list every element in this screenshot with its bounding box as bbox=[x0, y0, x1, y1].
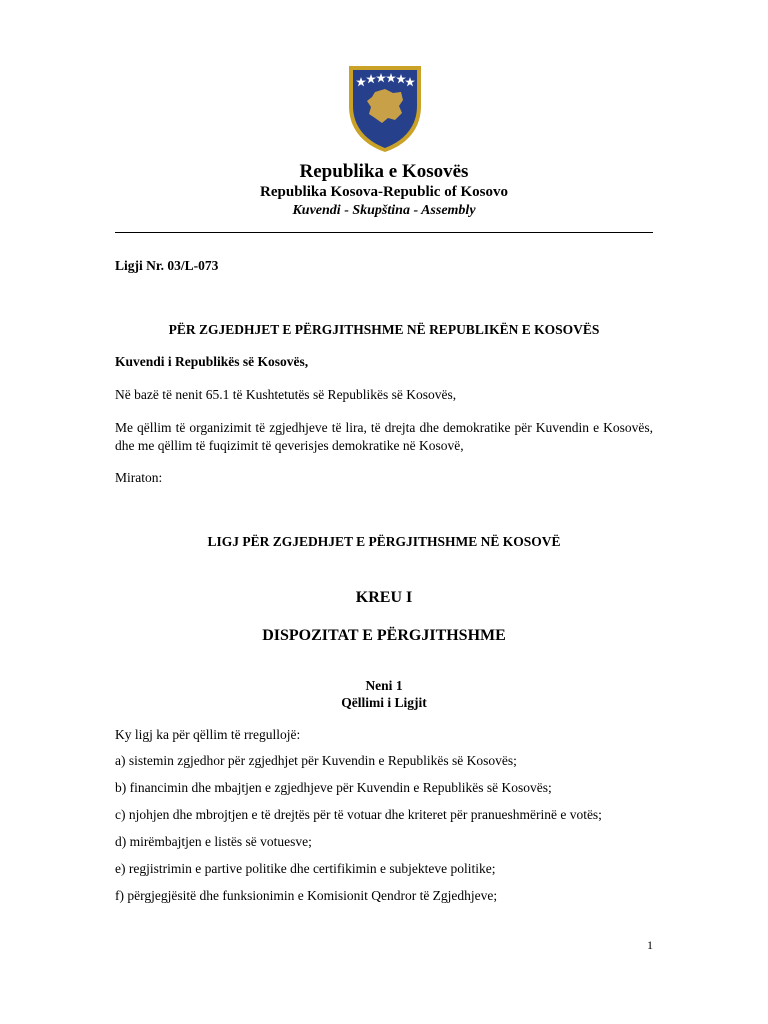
list-item: c) njohjen dhe mbrojtjen e të drejtës për të votuar dhe kriteret për pranueshmërinë e votës; bbox=[115, 807, 602, 822]
kosovo-coat-of-arms-icon bbox=[345, 62, 425, 154]
list-item: b) financimin dhe mbajtjen e zgjedhjeve për Kuvendin e Republikës së Kosovës; bbox=[115, 780, 552, 795]
chapter-heading: KREU I bbox=[355, 589, 413, 606]
article-title: Qëllimi i Ligjit bbox=[341, 695, 427, 710]
list-item: f) përgjegjësitë dhe funksionimin e Komisionit Qendror të Zgjedhjeve; bbox=[115, 888, 498, 903]
list-item: d) mirëmbajtjen e listës së votuesve; bbox=[115, 834, 312, 849]
article-number: Neni 1 bbox=[365, 678, 403, 693]
chapter-title: DISPOZITAT E PËRGJITHSHME bbox=[262, 627, 506, 644]
purpose-paragraph: Me qëllim të organizimit të zgjedhjeve të lira, të drejta dhe demokratike për Kuvendin e Kosovës, dhe me qëllim të fuqizimit të qeverisjes demokratike në Kosovë, bbox=[115, 420, 653, 453]
header-title: Republika e Kosovës bbox=[299, 161, 469, 182]
header-divider bbox=[115, 232, 653, 233]
law-title: LIGJ PËR ZGJEDHJET E PËRGJITHSHME NË KOSOVË bbox=[207, 534, 561, 549]
header-assembly: Kuvendi - Skupština - Assembly bbox=[292, 203, 476, 218]
page-number: 1 bbox=[647, 938, 653, 952]
list-item: e) regjistrimin e partive politike dhe certifikimin e subjekteve politike; bbox=[115, 861, 496, 876]
list-item: a) sistemin zgjedhor për zgjedhjet për Kuvendin e Republikës së Kosovës; bbox=[115, 753, 517, 768]
law-number: Ligji Nr. 03/L-073 bbox=[115, 258, 219, 273]
assembly-line: Kuvendi i Republikës së Kosovës, bbox=[115, 354, 309, 369]
header-subtitle: Republika Kosova-Republic of Kosovo bbox=[260, 184, 508, 200]
approves-text: Miraton: bbox=[115, 470, 163, 485]
basis-paragraph: Në bazë të nenit 65.1 të Kushtetutës së Republikës së Kosovës, bbox=[115, 387, 457, 402]
article-intro: Ky ligj ka për qëllim të rregullojë: bbox=[115, 727, 301, 742]
main-heading: PËR ZGJEDHJET E PËRGJITHSHME NË REPUBLIKËN E KOSOVËS bbox=[168, 322, 600, 337]
